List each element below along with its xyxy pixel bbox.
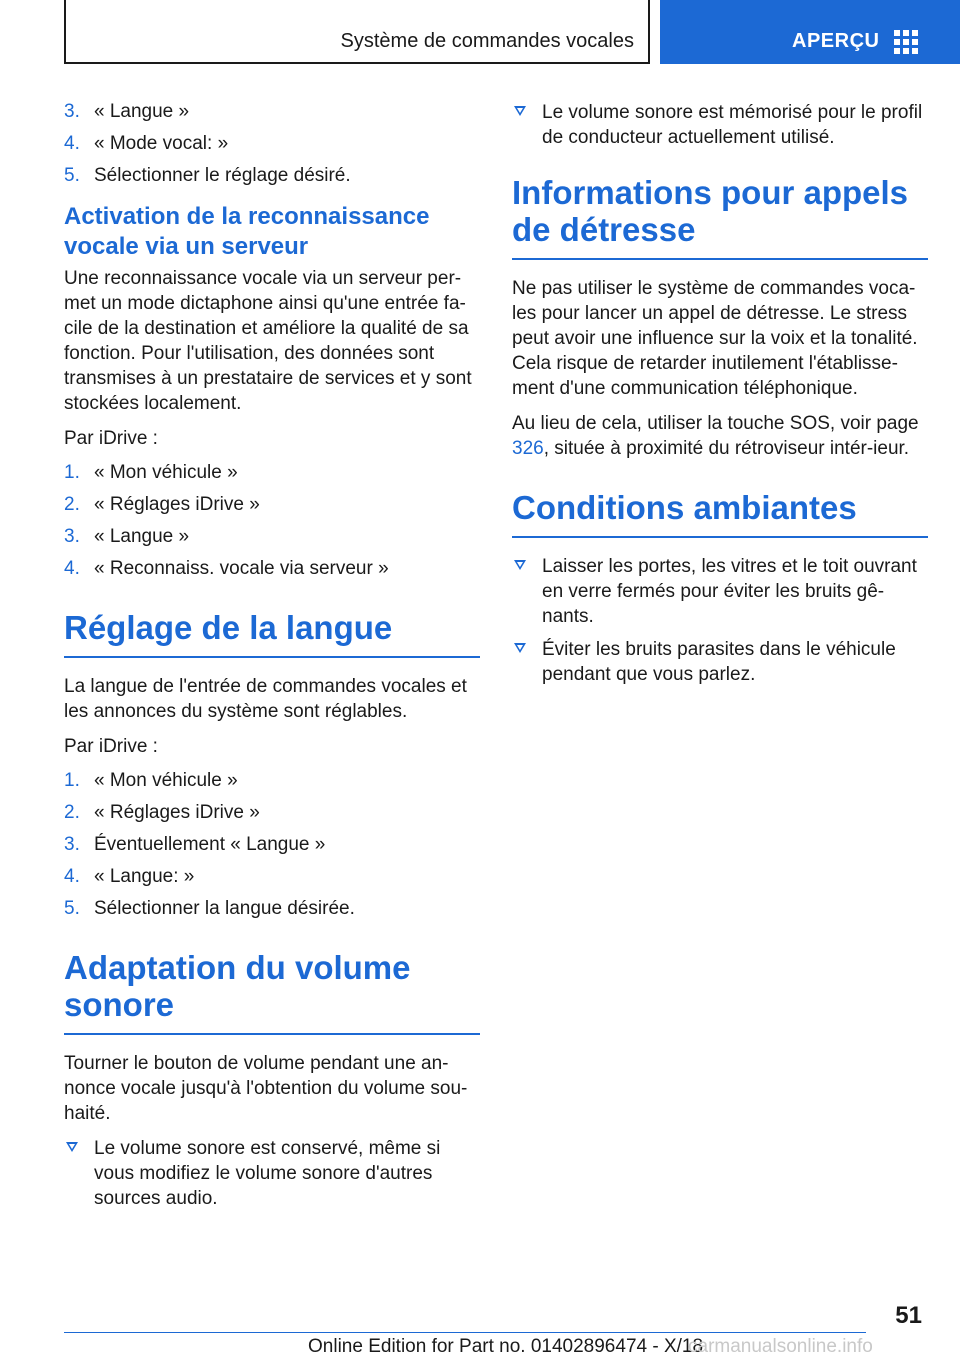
overview-tab-label: APERÇU [792,30,880,52]
list-item: 3. « Langue » [64,101,190,122]
page-number: 51 [895,1302,922,1329]
bullet-list-volume [64,1136,480,1211]
triangle-bullet-icon [514,106,526,116]
paragraph-sos: Au lieu de cela, utiliser la touche SOS, voir page 326, située à proximité du rétroviseur intér-ieur. [512,413,919,459]
bullet-item: Le volume sonore est conservé, même si vous modifiez le volume sonore d'autres sources audio. [64,1136,480,1211]
bullet-item: Éviter les bruits parasites dans le véhicule pendant que vous parlez. [512,637,928,687]
bullet-list-conditions [512,554,928,687]
list-item: 4. « Reconnaiss. vocale via serveur » [64,558,389,579]
list-item: 3. « Langue » [64,526,190,547]
heading-conditions: Conditions ambiantes [512,489,928,538]
left-column [64,100,480,1219]
list-item: 1. « Mon véhicule » [64,462,238,483]
list-item: 1. « Mon véhicule » [64,770,238,791]
right-column [512,100,928,695]
overview-tab[interactable] [660,0,960,64]
heading-langue: Réglage de la langue [64,609,480,658]
list-item: 5. Sélectionner la langue désirée. [64,898,355,919]
bullet-item: Laisser les portes, les vitres et le toit ouvrant en verre fermés pour éviter les bruits gê-nants. [512,554,928,629]
watermark: carmanualsonline.info [688,1336,873,1357]
bullet-list-profil [512,100,928,150]
paragraph-idrive: Par iDrive : [64,428,158,449]
heading-activation: Activation de la reconnaissance vocale via un serveur [64,203,430,260]
footer-edition: Online Edition for Part no. 01402896474 - X/18 [308,1336,704,1357]
list-item: 2. « Réglages iDrive » [64,802,260,823]
triangle-bullet-icon [514,560,526,570]
heading-detresse: Informations pour appels de détresse [512,174,928,260]
header-section-box [64,0,650,64]
steps-list-c [64,769,480,921]
paragraph-langue: La langue de l'entrée de commandes vocales et les annonces du système sont réglables. [64,676,467,722]
paragraph-activation: Une reconnaissance vocale via un serveur per-met un mode dictaphone ainsi qu'une entrée fa-cile de la destination et améliore la qualité de sa fonction. Pour l'utilisation, des données sont transmises à un prestataire de services et y sont stockées localement. [64,268,472,414]
steps-list-b [64,461,480,581]
triangle-bullet-icon [514,643,526,653]
paragraph-volume: Tourner le bouton de volume pendant une an-nonce vocale jusqu'à l'obtention du volume sou-haité. [64,1053,468,1124]
steps-list-a [64,100,480,188]
list-item: 4. « Langue: » [64,866,195,887]
grid-icon [894,30,918,54]
bullet-item: Le volume sonore est mémorisé pour le profil de conducteur actuellement utilisé. [512,100,928,150]
heading-volume: Adaptation du volume sonore [64,949,480,1035]
paragraph-detresse: Ne pas utiliser le système de commandes voca-les pour lancer un appel de détresse. Le stress peut avoir une influence sur la voix et la tonalité. Cela risque de retarder inutilement l'établisse-ment d'une communication téléphonique. [512,278,918,399]
paragraph-idrive: Par iDrive : [64,736,158,757]
list-item: 3. Éventuellement « Langue » [64,834,326,855]
section-title: Système de commandes vocales [340,30,634,52]
list-item: 4. « Mode vocal: » [64,133,229,154]
list-item: 5. Sélectionner le réglage désiré. [64,165,351,186]
list-item: 2. « Réglages iDrive » [64,494,260,515]
triangle-bullet-icon [66,1142,78,1152]
footer-divider [64,1332,866,1333]
page-link[interactable]: 326 [512,438,544,459]
